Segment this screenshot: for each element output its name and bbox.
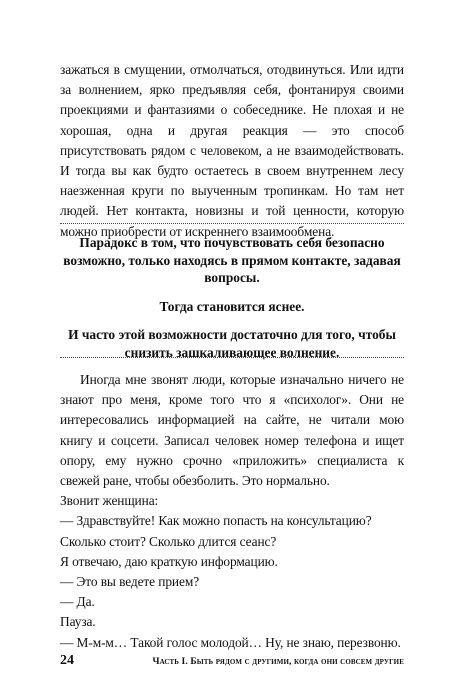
intro-text: зажаться в смущении, отмолчаться, отодвинуться. Или идти за волнением, ярко предъявляя себя, фонтанируя своими проекциями и фантазиями о собеседнике. Не плохая и не хорошая, одна и другая реакция — это способ присутствовать рядом с человеком, а не взаимодействовать. И тогда вы как будто остаетесь в своем внутреннем лесу наезженная круги по выученным тропинкам. Но там нет людей. Нет контакта, новизны и той ценности, которую можно приобрести от искреннего взаимообмена. bbox=[60, 62, 404, 239]
callout-line-2: Тогда становится яснее. bbox=[159, 298, 305, 314]
callout-block bbox=[60, 234, 404, 373]
callout-line-1: Парадокс в том, что почувствовать себя безопасно возможно, только находясь в прямом контакте, задавая вопросы. bbox=[63, 235, 401, 286]
body-section bbox=[60, 370, 404, 653]
dialog-line-1: Звонит женщина: bbox=[60, 493, 159, 509]
dialog-line-3: Я отвечаю, даю краткую информацию. bbox=[60, 553, 278, 569]
page-footer bbox=[60, 653, 404, 669]
dialog-line-7: — М-м-м… Такой голос молодой… Ну, не знаю, перезвоню. bbox=[60, 634, 401, 650]
running-head: Часть I. Быть рядом с другими, когда они совсем другие bbox=[152, 656, 404, 667]
dialog-line-6: Пауза. bbox=[60, 614, 96, 630]
callout-line-3: И часто этой возможности достаточно для того, чтобы снизить зашкаливающее волнение. bbox=[68, 327, 396, 360]
dialog-line-4: — Это вы ведете прием? bbox=[60, 574, 200, 590]
page-number: 24 bbox=[60, 653, 74, 668]
callout-top-divider bbox=[60, 223, 404, 224]
body-paragraph: Иногда мне звонят люди, которые изначально ничего не знают про меня, кроме того что я «психолог». Они не интересовались информацией на сайте, не читали мою книгу и соцсети. Записал человек номер телефона и ищет опору, ему нужно срочно «приложить» специалиста к свежей ране, чтобы обезболить. Это нормально. bbox=[60, 372, 404, 489]
dialog-line-2: — Здравствуйте! Как можно попасть на консультацию? Сколько стоит? Сколько длится сеанс? bbox=[60, 513, 372, 549]
callout-bottom-divider bbox=[60, 357, 404, 358]
intro-paragraph bbox=[60, 60, 404, 242]
dialog-line-5: — Да. bbox=[60, 594, 95, 610]
